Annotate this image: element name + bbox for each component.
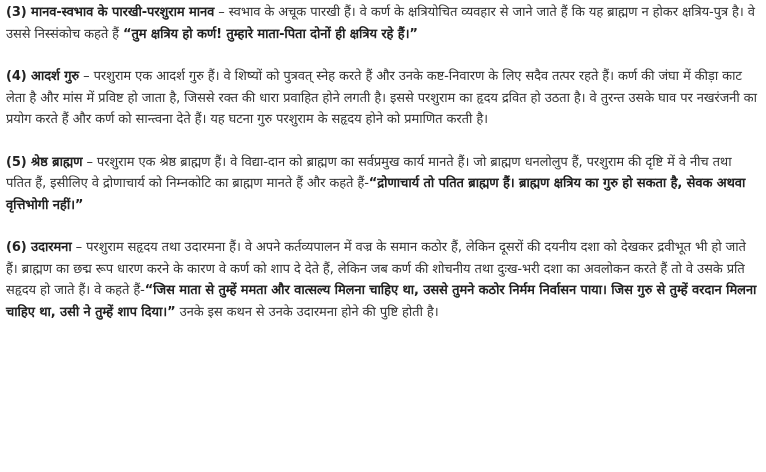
- section-6-quote: “जिस माता से तुम्हें ममता और वात्सल्य मिलना चाहिए था, उससे तुमने कठोर निर्मम निर्वासन पाया। जिस गुरु से तुम्हें वरदान मिलना चाहिए था, उसी ने तुम्हें शाप दिया।”: [6, 283, 757, 320]
- section-4-paragraph: [6, 66, 760, 131]
- section-6-text: – परशुराम सहृदय तथा उदारमना हैं। वे अपने कर्तव्यपालन में वज्र के समान कठोर हैं, लेकिन दूसरों की दयनीय दशा को देखकर द्रवीभूत भी हो जाते हैं। ब्राह्मण का छद्म रूप धारण करने के कारण वे कर्ण को शाप दे देते हैं, लेकिन जब कर्ण की शोचनीय तथा दुःख-भरी दशा का अवलोकन करते हैं तो वे उसके प्रति सहृदय हो जाते हैं। वे कहते हैं-: [6, 240, 746, 298]
- section-6-paragraph: [6, 237, 760, 323]
- section-6-heading: (6) उदारमना: [6, 240, 72, 255]
- section-5-heading: (5) श्रेष्ठ ब्राह्मण: [6, 154, 83, 170]
- section-3-heading: (3) मानव-स्वभाव के पारखी-परशुराम मानव: [6, 5, 215, 20]
- section-3-text: – स्वभाव के अचूक पारखी हैं। वे कर्ण के क्षत्रियोचित व्यवहार से जाने जाते हैं कि यह ब्राह्मण न होकर क्षत्रिय-पुत्र है। वे उससे निस्संकोच कहते हैं: [6, 5, 755, 42]
- section-3-quote: “तुम क्षत्रिय हो कर्ण! तुम्हारे माता-पिता दोनों ही क्षत्रिय रहे हैं।”: [123, 26, 418, 42]
- section-5-quote: “द्रोणाचार्य तो पतित ब्राह्मण हैं। ब्राह्मण क्षत्रिय का गुरु हो सकता है, सेवक अथवा वृत्तिभोगी नहीं।”: [6, 176, 746, 213]
- section-6-text-after: उनके इस कथन से उनके उदारमना होने की पुष्टि होती है।: [175, 304, 439, 320]
- section-5-paragraph: [6, 152, 760, 217]
- section-4-text: – परशुराम एक आदर्श गुरु हैं। वे शिष्यों को पुत्रवत् स्नेह करते हैं और उनके कष्ट-निवारण के लिए सदैव तत्पर रहते हैं। कर्ण की जंघा में कीड़ा काट लेता है और मांस में प्रविष्ट हो जाता है, जिससे रक्त की धारा प्रवाहित होने लगती है। इससे परशुराम का हृदय द्रवित हो उठता है। वे तुरन्त उसके घाव पर नखरंजनी का प्रयोग करते हैं और कर्ण को सान्त्वना देते हैं। यह घटना गुरु परशुराम के सहृदय होने को प्रमाणित करती है।: [6, 69, 757, 127]
- section-5-text: – परशुराम एक श्रेष्ठ ब्राह्मण हैं। वे विद्या-दान को ब्राह्मण का सर्वप्रमुख कार्य मानते हैं। जो ब्राह्मण धनलोलुप हैं, परशुराम की दृष्टि में वे नीच तथा पतित हैं, इसीलिए वे द्रोणाचार्य को निम्नकोटि का ब्राह्मण मानते हैं और कहते हैं-: [6, 154, 732, 191]
- section-3-paragraph: [6, 2, 760, 45]
- section-4-heading: (4) आदर्श गुरु: [6, 69, 80, 84]
